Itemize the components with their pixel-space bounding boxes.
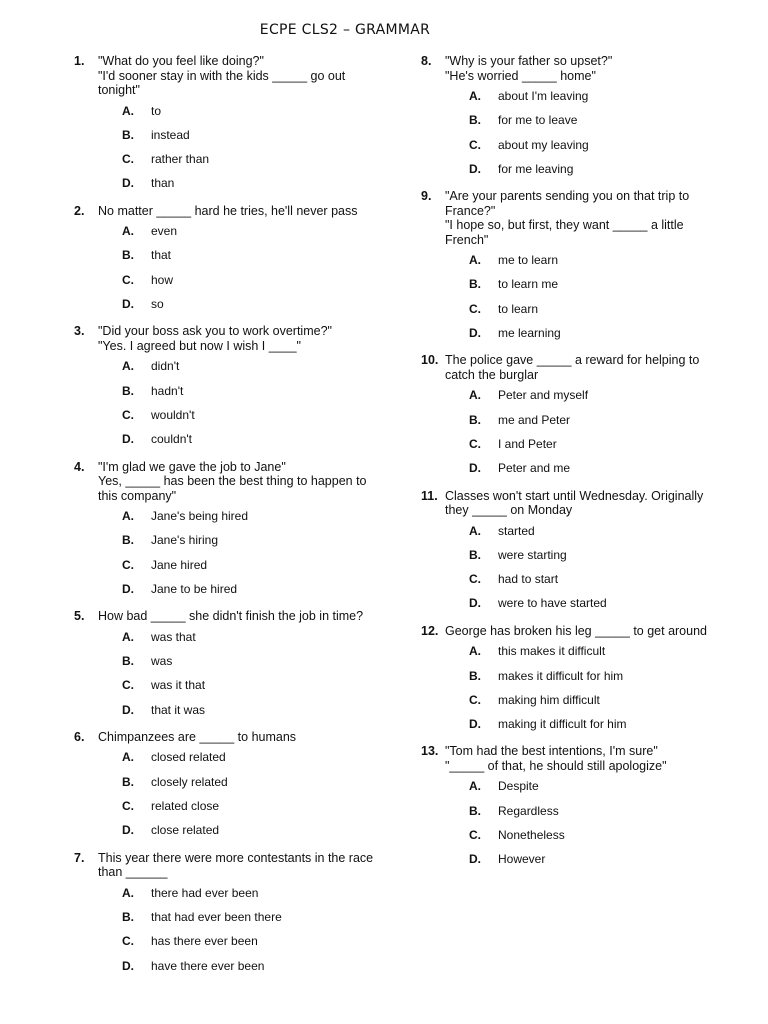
option-letter: B.	[469, 547, 481, 562]
option-letter: A.	[122, 885, 134, 900]
question-stem	[74, 324, 380, 353]
question-block	[421, 744, 721, 876]
answer-option	[74, 775, 380, 799]
answer-option	[74, 384, 380, 408]
question-number: 9.	[421, 189, 432, 204]
option-letter: A.	[469, 779, 481, 794]
question-block	[74, 460, 380, 607]
option-letter: D.	[122, 958, 134, 973]
question-block	[74, 730, 380, 848]
question-text: "Tom had the best intentions, I'm sure" "_____ of that, he should still apologize"	[445, 744, 667, 773]
answer-option	[74, 533, 380, 557]
answer-options	[74, 630, 380, 727]
option-text: to	[151, 103, 162, 118]
option-letter: A.	[122, 509, 134, 524]
answer-option	[421, 138, 721, 162]
question-stem	[421, 744, 721, 773]
answer-option	[74, 558, 380, 582]
option-letter: B.	[122, 533, 134, 548]
answer-option	[74, 823, 380, 847]
option-letter: C.	[122, 272, 134, 287]
answer-option	[74, 799, 380, 823]
question-number: 3.	[74, 324, 85, 339]
option-text: than	[151, 176, 175, 191]
question-number: 12.	[421, 623, 439, 638]
answer-option	[74, 886, 380, 910]
question-text: "Did your boss ask you to work overtime?" "Yes. I agreed but now I wish I ____"	[98, 324, 332, 353]
answer-option	[421, 524, 721, 548]
option-text: didn't	[151, 359, 180, 374]
question-block	[421, 189, 721, 350]
option-text: Peter and me	[498, 461, 571, 476]
option-letter: A.	[122, 224, 134, 239]
option-letter: A.	[469, 89, 481, 103]
question-block	[421, 353, 721, 485]
option-text: making him difficult	[498, 692, 600, 707]
option-letter: C.	[469, 828, 481, 843]
option-text: for me to leave	[498, 113, 578, 128]
answer-options	[421, 644, 721, 741]
answer-option	[74, 910, 380, 934]
option-letter: D.	[122, 581, 134, 596]
question-stem	[74, 54, 380, 98]
question-stem	[74, 204, 380, 219]
option-text: that had ever been there	[151, 909, 282, 924]
option-text: has there ever been	[151, 934, 258, 949]
option-letter: C.	[122, 407, 134, 422]
answer-option	[421, 253, 721, 277]
question-stem	[421, 189, 721, 247]
answer-options	[74, 509, 380, 606]
answer-options	[74, 886, 380, 983]
question-text: "I'm glad we gave the job to Jane" Yes, _____ has been the best thing to happen to this company"	[98, 459, 367, 503]
answer-option	[74, 297, 380, 321]
answer-options	[74, 104, 380, 201]
option-letter: B.	[122, 774, 134, 789]
option-letter: B.	[122, 248, 134, 263]
answer-option	[74, 750, 380, 774]
question-number: 7.	[74, 850, 85, 865]
question-number: 6.	[74, 729, 85, 744]
question-block	[74, 324, 380, 456]
answer-option	[421, 113, 721, 137]
option-text: even	[151, 224, 178, 239]
option-letter: D.	[122, 702, 134, 717]
question-text: No matter _____ hard he tries, he'll never pass	[98, 203, 358, 218]
answer-option	[74, 934, 380, 958]
answer-option	[74, 582, 380, 606]
option-letter: D.	[122, 823, 134, 838]
option-letter: C.	[122, 678, 134, 693]
question-text: Chimpanzees are _____ to humans	[98, 729, 297, 744]
answer-option	[421, 644, 721, 668]
option-letter: B.	[469, 277, 481, 292]
option-letter: B.	[469, 668, 481, 683]
option-letter: B.	[122, 383, 134, 398]
question-stem	[421, 353, 721, 382]
option-letter: A.	[122, 629, 134, 644]
right-column	[421, 54, 721, 880]
question-number: 10.	[421, 353, 439, 368]
option-letter: A.	[122, 103, 134, 118]
option-letter: D.	[469, 161, 481, 176]
option-text: me and Peter	[498, 412, 571, 427]
answer-option	[421, 596, 721, 620]
question-block	[421, 54, 721, 186]
answer-option	[421, 388, 721, 412]
option-letter: C.	[469, 572, 481, 587]
option-text: Nonetheless	[498, 828, 565, 843]
option-letter: A.	[122, 359, 134, 374]
question-number: 1.	[74, 54, 85, 68]
answer-options	[421, 253, 721, 350]
option-letter: B.	[469, 803, 481, 818]
option-text: closed related	[151, 750, 226, 765]
option-text: Jane's hiring	[151, 533, 218, 548]
answer-option	[74, 408, 380, 432]
option-text: However	[498, 852, 546, 867]
option-text: were to have started	[498, 596, 607, 611]
question-text: "What do you feel like doing?" "I'd sooner stay in with the kids _____ go out tonight"	[98, 54, 346, 97]
option-letter: D.	[469, 461, 481, 476]
option-text: how	[151, 272, 174, 287]
answer-option	[421, 461, 721, 485]
option-text: related close	[151, 799, 220, 814]
option-text: that	[151, 248, 172, 263]
question-text: "Are your parents sending you on that trip to France?" "I hope so, but first, they want _____ a little French"	[445, 189, 690, 247]
answer-options	[74, 359, 380, 456]
answer-option	[74, 359, 380, 383]
option-text: about my leaving	[498, 137, 589, 152]
question-stem	[421, 624, 721, 639]
option-letter: D.	[122, 176, 134, 191]
left-column	[74, 54, 380, 986]
question-block	[74, 54, 380, 201]
answer-option	[421, 89, 721, 113]
answer-option	[421, 162, 721, 186]
option-text: for me leaving	[498, 161, 574, 176]
answer-option	[421, 804, 721, 828]
option-letter: B.	[122, 654, 134, 669]
answer-option	[421, 779, 721, 803]
option-letter: C.	[469, 137, 481, 152]
option-letter: C.	[122, 799, 134, 814]
option-letter: D.	[469, 326, 481, 341]
answer-option	[421, 693, 721, 717]
option-letter: A.	[469, 388, 481, 403]
answer-options	[74, 750, 380, 847]
answer-options	[421, 89, 721, 186]
option-text: have there ever been	[151, 958, 265, 973]
option-text: hadn't	[151, 383, 184, 398]
option-text: Jane to be hired	[151, 581, 238, 596]
option-letter: A.	[469, 644, 481, 659]
option-letter: C.	[469, 301, 481, 316]
question-number: 4.	[74, 459, 85, 474]
answer-option	[421, 548, 721, 572]
question-block	[74, 851, 380, 983]
option-letter: D.	[122, 297, 134, 312]
answer-option	[74, 176, 380, 200]
option-letter: C.	[122, 152, 134, 167]
answer-option	[74, 128, 380, 152]
option-text: was that	[151, 629, 196, 644]
question-text: How bad _____ she didn't finish the job in time?	[98, 609, 364, 624]
option-text: about I'm leaving	[498, 89, 589, 103]
answer-option	[421, 326, 721, 350]
option-letter: B.	[122, 127, 134, 142]
answer-option	[74, 703, 380, 727]
answer-option	[421, 828, 721, 852]
page-title: ECPE CLS2 – GRAMMAR	[259, 22, 431, 38]
option-text: closely related	[151, 774, 228, 789]
option-text: couldn't	[151, 432, 192, 447]
option-letter: B.	[469, 412, 481, 427]
answer-options	[421, 524, 721, 621]
question-stem	[74, 851, 380, 880]
question-text: Classes won't start until Wednesday. Originally they _____ on Monday	[445, 488, 704, 518]
answer-option	[74, 509, 380, 533]
option-text: close related	[151, 823, 220, 838]
question-text: "Why is your father so upset?" "He's worried _____ home"	[445, 54, 613, 83]
option-text: there had ever been	[151, 885, 259, 900]
option-letter: A.	[469, 523, 481, 538]
answer-option	[421, 572, 721, 596]
option-letter: A.	[469, 253, 481, 268]
answer-option	[74, 273, 380, 297]
option-text: Peter and myself	[498, 388, 589, 403]
answer-option	[74, 678, 380, 702]
question-number: 2.	[74, 203, 85, 218]
answer-option	[74, 104, 380, 128]
question-text: This year there were more contestants in the race than ______	[98, 850, 374, 880]
answer-option	[421, 277, 721, 301]
option-text: wouldn't	[151, 407, 195, 422]
option-text: rather than	[151, 152, 210, 167]
option-text: had to start	[498, 572, 559, 587]
answer-option	[74, 224, 380, 248]
question-number: 5.	[74, 609, 85, 624]
option-text: Jane's being hired	[151, 509, 249, 524]
option-text: Despite	[498, 779, 539, 794]
answer-option	[74, 630, 380, 654]
option-text: Regardless	[498, 803, 559, 818]
option-letter: D.	[469, 852, 481, 867]
option-letter: C.	[122, 557, 134, 572]
option-text: instead	[151, 127, 190, 142]
option-text: makes it difficult for him	[498, 668, 624, 683]
answer-option	[421, 852, 721, 876]
option-letter: D.	[122, 432, 134, 447]
option-text: making it difficult for him	[498, 717, 627, 732]
question-block	[421, 624, 721, 742]
option-letter: C.	[469, 692, 481, 707]
option-letter: C.	[469, 436, 481, 451]
question-stem	[421, 54, 721, 83]
option-letter: D.	[469, 717, 481, 732]
option-letter: B.	[469, 113, 481, 128]
answer-option	[74, 432, 380, 456]
option-text: to learn me	[498, 277, 559, 292]
question-text: George has broken his leg _____ to get around	[445, 623, 707, 638]
option-text: started	[498, 523, 535, 538]
question-block	[421, 489, 721, 621]
question-number: 8.	[421, 54, 432, 68]
option-text: that it was	[151, 702, 206, 717]
answer-option	[74, 248, 380, 272]
answer-option	[74, 959, 380, 983]
answer-option	[74, 654, 380, 678]
answer-option	[421, 669, 721, 693]
option-text: to learn	[498, 301, 539, 316]
question-number: 13.	[421, 744, 439, 759]
option-text: this makes it difficult	[498, 644, 606, 659]
question-block	[74, 609, 380, 727]
answer-option	[421, 302, 721, 326]
answer-options	[74, 224, 380, 321]
option-text: was	[151, 654, 173, 669]
option-letter: C.	[122, 934, 134, 949]
option-letter: B.	[122, 909, 134, 924]
question-number: 11.	[421, 488, 438, 503]
option-letter: A.	[122, 750, 134, 765]
answer-option	[421, 413, 721, 437]
option-text: were starting	[498, 547, 567, 562]
question-stem	[74, 609, 380, 624]
answer-option	[421, 717, 721, 741]
option-text: Jane hired	[151, 557, 208, 572]
question-block	[74, 204, 380, 322]
answer-options	[421, 388, 721, 485]
question-stem	[421, 489, 721, 518]
answer-option	[74, 152, 380, 176]
option-text: was it that	[151, 678, 206, 693]
option-letter: D.	[469, 596, 481, 611]
question-text: The police gave _____ a reward for helping to catch the burglar	[445, 353, 700, 382]
question-stem	[74, 460, 380, 504]
answer-options	[421, 779, 721, 876]
answer-option	[421, 437, 721, 461]
option-text: I and Peter	[498, 436, 557, 451]
option-text: me learning	[498, 326, 561, 341]
question-stem	[74, 730, 380, 745]
option-text: so	[151, 297, 164, 312]
option-text: me to learn	[498, 253, 559, 268]
